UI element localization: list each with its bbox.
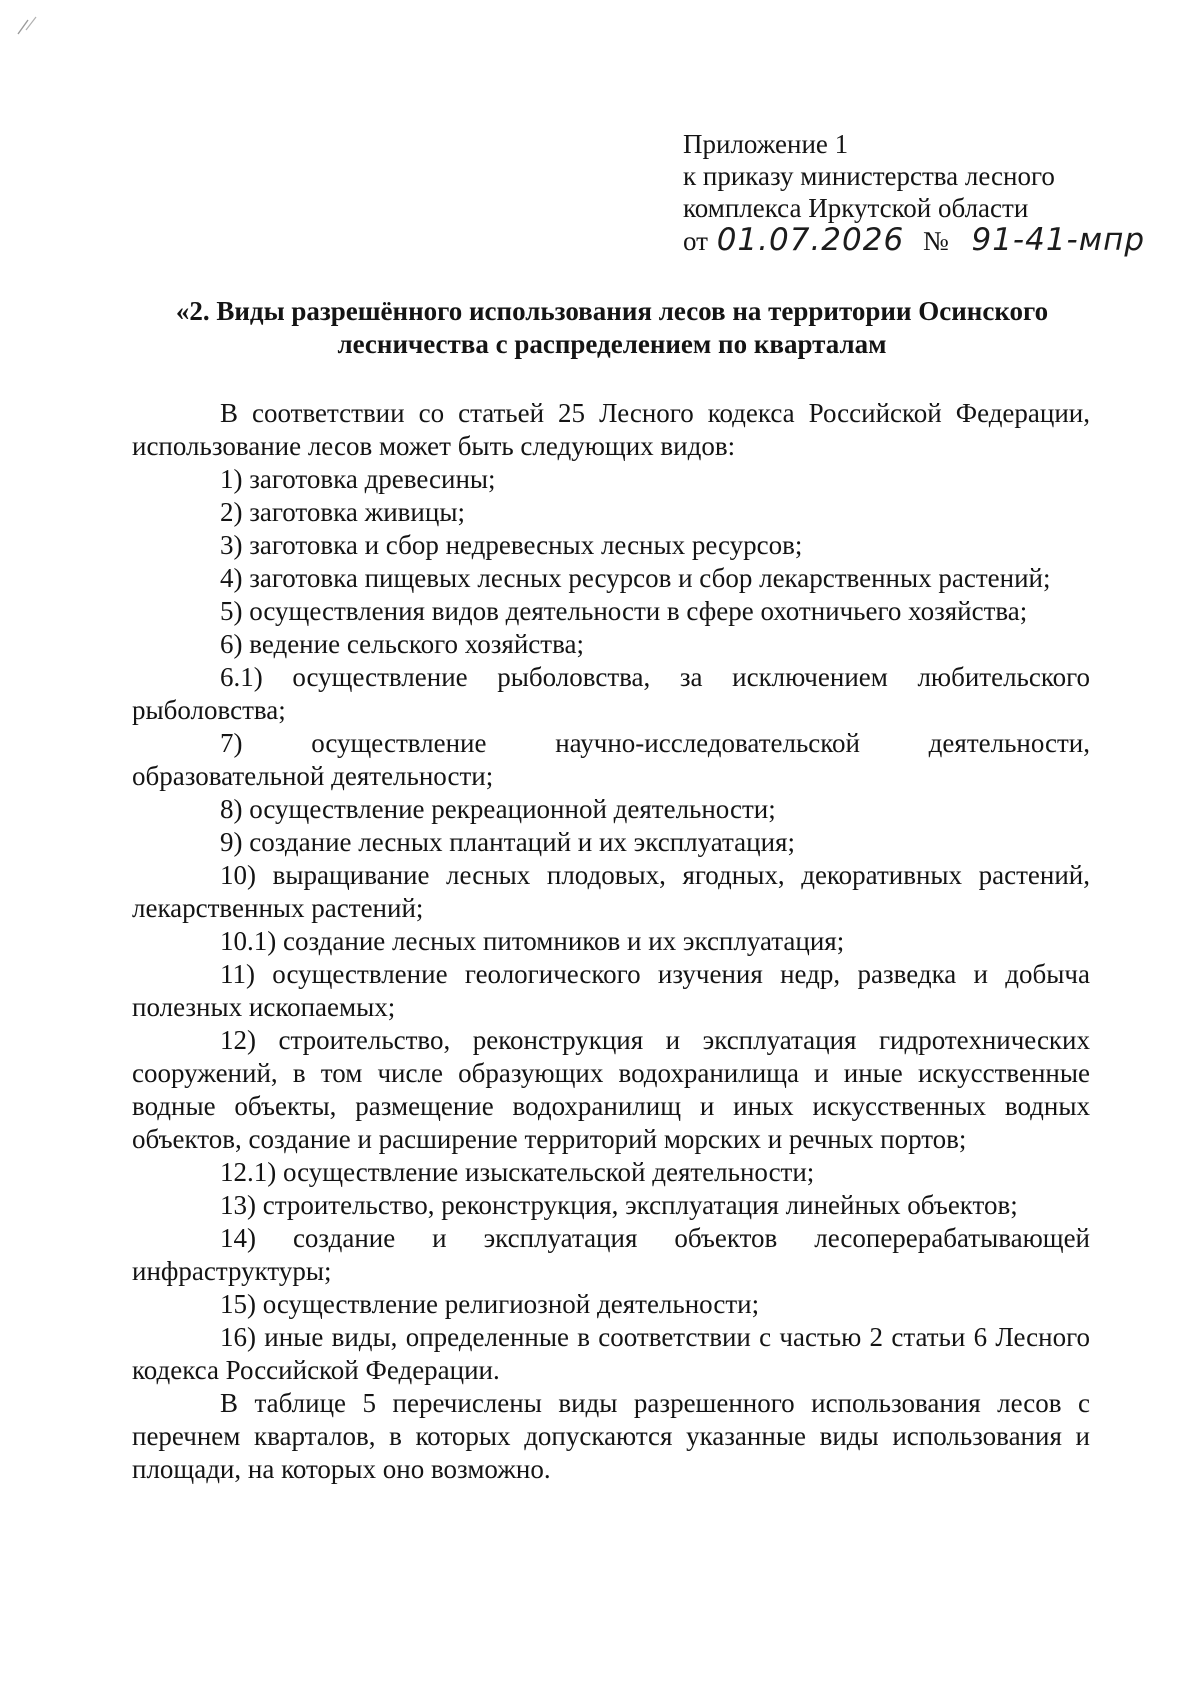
list-item: 7) осуществление научно-исследовательской деятельности, образовательной деятельности;	[132, 728, 1090, 791]
list-item: 6.1) осуществление рыболовства, за исключением любительского рыболовства;	[132, 662, 1090, 725]
list-item: 4) заготовка пищевых лесных ресурсов и сбор лекарственных растений;	[220, 563, 1051, 593]
handwritten-date: 01.07.2026	[716, 222, 905, 258]
list-item: 12) строительство, реконструкция и эксплуатация гидротехнических сооружений, в том числе образующих водохранилища и иные искусственные водные объекты, размещение водохранилищ и иных искусственных водных объектов, создание и расширение территорий морских и речных портов;	[132, 1025, 1090, 1154]
list-item: 9) создание лесных плантаций и их эксплуатация;	[220, 827, 795, 857]
order-date-number	[683, 224, 1145, 257]
section-heading	[132, 295, 1092, 361]
body-text	[132, 397, 1090, 1486]
list-item: 16) иные виды, определенные в соответствии с частью 2 статьи 6 Лесного кодекса Российской Федерации.	[132, 1322, 1090, 1385]
list-item: 14) создание и эксплуатация объектов лесоперерабатывающей инфраструктуры;	[132, 1223, 1090, 1286]
number-label: №	[922, 226, 949, 256]
appendix-title: Приложение 1	[683, 129, 849, 159]
heading-line-2: лесничества с распределением по кварталам	[337, 329, 887, 359]
list-item: 2) заготовка живицы;	[220, 497, 465, 527]
appendix-line-2: к приказу министерства лесного	[683, 161, 1055, 191]
intro-paragraph: В соответствии со статьей 25 Лесного кодекса Российской Федерации, использование лесов может быть следующих видов:	[132, 398, 1090, 461]
from-label: от	[683, 226, 708, 256]
list-item: 8) осуществление рекреационной деятельности;	[220, 794, 776, 824]
list-item: 15) осуществление религиозной деятельности;	[220, 1289, 760, 1319]
appendix-block	[683, 128, 1145, 257]
pen-mark-icon	[16, 14, 46, 36]
list-item: 11) осуществление геологического изучения недр, разведка и добыча полезных ископаемых;	[132, 959, 1090, 1022]
list-item: 12.1) осуществление изыскательской деятельности;	[220, 1157, 815, 1187]
list-item: 6) ведение сельского хозяйства;	[220, 629, 584, 659]
list-item: 1) заготовка древесины;	[220, 464, 496, 494]
list-item: 5) осуществления видов деятельности в сфере охотничьего хозяйства;	[220, 596, 1028, 626]
list-item: 3) заготовка и сбор недревесных лесных ресурсов;	[220, 530, 803, 560]
heading-line-1: «2. Виды разрешённого использования лесов на территории Осинского	[175, 296, 1049, 326]
appendix-line-3: комплекса Иркутской области	[683, 193, 1029, 223]
list-item: 10.1) создание лесных питомников и их эксплуатация;	[220, 926, 845, 956]
list-item: 10) выращивание лесных плодовых, ягодных, декоративных растений, лекарственных растений;	[132, 860, 1090, 923]
closing-paragraph: В таблице 5 перечислены виды разрешенного использования лесов с перечнем кварталов, в которых допускаются указанные виды использования и площади, на которых оно возможно.	[132, 1388, 1090, 1484]
list-item: 13) строительство, реконструкция, эксплуатация линейных объектов;	[220, 1190, 1018, 1220]
handwritten-number: 91-41-мпр	[971, 222, 1146, 258]
